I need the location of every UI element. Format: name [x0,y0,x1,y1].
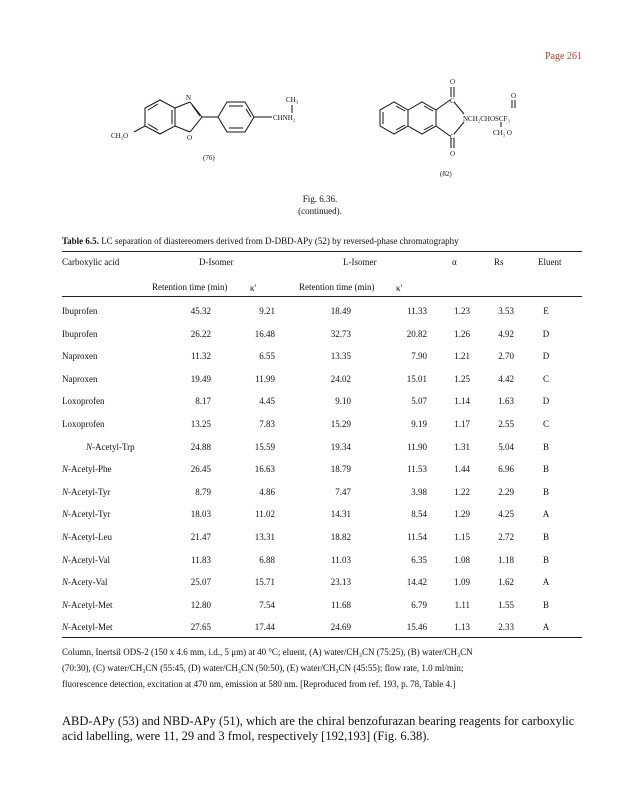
table-cell-l-k: 11.53 [407,464,427,474]
table-cell-eluent: B [542,600,549,610]
table-cell-acid [62,464,112,474]
table-cell-l-k: 6.79 [411,600,427,610]
acid-name: -Acetyl-Phe [68,464,112,474]
col-header-retention-time-l: Retention time (min) [299,282,375,292]
table-cell-l-rt: 24.69 [330,622,351,632]
table-footnote-line-3: fluorescence detection, excitation at 470 nm, emission at 580 nm. [Reproduced from ref. 193, p. 78, Table 4.] [62,679,456,689]
table-cell-eluent: A [542,509,550,519]
acid-name: -Acetyl-Trp [92,442,135,452]
table-cell-d-rt: 27.65 [190,622,211,632]
figure-caption-line-2: (continued). [298,206,342,216]
table-title [62,236,459,246]
table-cell-alpha: 1.31 [454,442,470,452]
table-cell-eluent: E [543,306,549,316]
table-cell-d-rt: 26.22 [190,329,211,339]
table-cell-acid [62,396,105,406]
methyl-oxygen-label: CH₃ O [493,129,512,137]
acid-name: Loxoprofen [62,396,105,406]
table-cell-rs: 2.33 [498,622,514,632]
table-cell-acid [62,532,112,542]
table-cell-rs: 4.25 [498,509,514,519]
col-header-alpha: α [452,257,457,267]
table-cell-rs: 4.92 [498,329,514,339]
acid-prefix: N [86,442,93,452]
table-cell-rs: 4.42 [498,374,514,384]
side-chain-label: NCH₂CHOSCF₃ [463,115,510,123]
table-cell-alpha: 1.26 [454,329,470,339]
acid-prefix: N [62,622,69,632]
table-cell-alpha: 1.13 [454,622,470,632]
table-cell-d-rt: 24.88 [190,442,211,452]
table-cell-d-k: 17.44 [254,622,275,632]
table-footnote [62,644,582,692]
table-cell-d-rt: 21.47 [190,532,211,542]
table-cell-alpha: 1.29 [454,509,470,519]
table-cell-d-rt: 45.32 [190,306,211,316]
table-cell-alpha: 1.22 [454,487,470,497]
table-cell-l-k: 6.35 [411,555,427,565]
table-cell-acid [62,419,105,429]
table-cell-l-k: 20.82 [406,329,427,339]
page-number: Page 261 [545,51,582,62]
table-cell-l-rt: 13.35 [330,351,351,361]
table-cell-acid [62,351,98,361]
acid-name: -Acetyl-Met [68,622,113,632]
acid-name: -Acetyl-Tyr [68,509,111,519]
table-footnote-line-2: (70:30), (C) water/CH₃CN (55:45, (D) water/CH₃CN (50:50), (E) water/CH₃CN (45:55); flow rate, 1.0 ml/min; [62,663,464,673]
table-cell-eluent: B [542,487,549,497]
table-cell-rs: 2.55 [498,419,514,429]
col-header-eluent: Eluent [538,257,562,267]
table-cell-eluent: B [542,464,549,474]
table-cell-acid [62,600,113,610]
acid-prefix: N [62,577,69,587]
acid-name: -Acetyl-Val [68,555,110,565]
table-cell-rs: 1.18 [498,555,514,565]
table-cell-l-k: 11.90 [407,442,427,452]
table-cell-eluent: D [542,396,550,406]
table-cell-d-k: 11.99 [255,374,275,384]
table-cell-l-k: 11.33 [407,306,427,316]
sulfonyl-oxygen-label: O [511,92,517,100]
table-cell-rs: 1.62 [498,577,514,587]
table-cell-d-k: 6.88 [259,555,275,565]
table-cell-d-k: 7.83 [259,419,275,429]
table-cell-d-rt: 26.45 [190,464,211,474]
atom-n-76: N [186,94,192,102]
acid-name: Ibuprofen [62,329,98,339]
table-cell-l-rt: 15.29 [330,419,351,429]
col-header-carboxylic-acid: Carboxylic acid [62,257,120,267]
table-cell-d-rt: 18.03 [190,509,211,519]
acid-prefix: N [62,532,69,542]
table-cell-l-k: 3.98 [411,487,427,497]
table-caption: LC separation of diastereomers derived from D-DBD-APy (52) by reversed-phase chromatography [101,236,459,246]
col-header-kappa-d: κ' [250,283,257,293]
table-cell-d-k: 16.48 [254,329,275,339]
table-cell-eluent: D [542,329,550,339]
table-cell-rs: 1.63 [498,396,514,406]
table-cell-l-k: 15.46 [406,622,427,632]
table-cell-acid [86,442,135,452]
table-cell-l-rt: 24.02 [330,374,351,384]
table-cell-d-k: 13.31 [254,532,275,542]
table-cell-eluent: B [542,442,549,452]
acid-name: Naproxen [62,351,98,361]
acid-prefix: N [62,487,69,497]
table-cell-eluent: B [542,555,549,565]
table-cell-d-k: 6.55 [259,351,275,361]
table-cell-d-rt: 8.17 [195,396,211,406]
table-cell-eluent: B [542,532,549,542]
atom-o-76: O [187,134,193,142]
table-cell-d-rt: 19.49 [190,374,211,384]
table-cell-alpha: 1.15 [454,532,470,542]
table-cell-acid [62,374,98,384]
table-cell-l-k: 8.54 [411,509,427,519]
table-cell-l-k: 5.07 [411,396,427,406]
table-cell-d-k: 4.45 [259,396,275,406]
table-cell-l-rt: 23.13 [330,577,351,587]
table-cell-alpha: 1.11 [454,600,470,610]
chnh2-label: CHNH₂ [273,114,296,122]
oxygen-bottom-label: O [450,150,456,158]
table-cell-alpha: 1.14 [454,396,470,406]
table-cell-l-k: 7.90 [411,351,427,361]
table-cell-acid [62,329,98,339]
table-cell-l-k: 14.42 [406,577,427,587]
table-header-rule [62,296,582,297]
methoxy-label: CH₃O [111,132,129,140]
table-cell-alpha: 1.25 [454,374,470,384]
table-cell-l-rt: 11.68 [331,600,351,610]
table-cell-eluent: A [542,622,550,632]
carbon-top-label: C [450,97,455,105]
col-header-kappa-l: κ' [396,283,403,293]
table-cell-l-rt: 32.73 [330,329,351,339]
table-cell-alpha: 1.23 [454,306,470,316]
table-cell-l-k: 15.01 [406,374,427,384]
figure-caption-line-1: Fig. 6.36. [302,194,338,204]
table-cell-rs: 2.70 [498,351,514,361]
table-cell-l-rt: 18.82 [330,532,351,542]
table-cell-rs: 2.72 [498,532,514,542]
table-cell-l-k: 11.54 [407,532,427,542]
body-paragraph [62,714,592,744]
table-cell-acid [62,622,113,632]
structure-82 [368,70,578,185]
table-cell-d-rt: 25.07 [190,577,211,587]
table-cell-d-rt: 8.79 [195,487,211,497]
acid-name: Ibuprofen [62,306,98,316]
table-cell-acid [62,306,98,316]
acid-prefix: N [62,555,69,565]
table-cell-alpha: 1.21 [454,351,470,361]
table-cell-rs: 5.04 [498,442,514,452]
oxygen-top-label: O [450,78,456,86]
table-cell-eluent: D [542,351,550,361]
acid-name: Naproxen [62,374,98,384]
table-cell-alpha: 1.08 [454,555,470,565]
table-cell-d-rt: 11.83 [191,555,211,565]
table-cell-eluent: C [542,419,549,429]
table-cell-d-k: 9.21 [259,306,275,316]
col-header-d-isomer: D-Isomer [199,257,234,267]
table-top-rule [62,251,582,252]
structure-76 [110,80,350,170]
acid-name: Loxoprofen [62,419,105,429]
acid-name: -Acetyl-Leu [68,532,112,542]
acid-prefix: N [62,464,69,474]
table-cell-rs: 3.53 [498,306,514,316]
acid-name: -Acetyl-Tyr [68,487,111,497]
table-cell-l-rt: 19.34 [330,442,351,452]
acid-name: -Acetyl-Met [68,600,113,610]
carbon-bottom-label: C [450,133,455,141]
table-cell-acid [62,577,108,587]
table-cell-rs: 6.96 [498,464,514,474]
table-cell-acid [62,509,110,519]
table-cell-d-k: 7.54 [259,600,275,610]
col-header-l-isomer: L-Isomer [343,257,377,267]
figure-caption [0,193,640,217]
table-cell-l-rt: 18.79 [330,464,351,474]
table-cell-l-rt: 9.10 [335,396,351,406]
compound-76-label: (76) [203,154,215,162]
table-number: Table 6.5. [62,236,99,246]
table-cell-l-rt: 7.47 [335,487,351,497]
table-cell-d-rt: 11.32 [191,351,211,361]
body-text-line-2: acid labelling, were 11, 29 and 3 fmol, respectively [192,193] (Fig. 6.38). [62,729,430,743]
table-cell-d-k: 15.71 [254,577,275,587]
col-header-rs: Rs [494,257,504,267]
table-cell-eluent: A [542,577,550,587]
compound-82-label: (82) [440,170,452,178]
table-cell-l-rt: 18.49 [330,306,351,316]
acid-prefix: N [62,509,69,519]
acid-name: -Acety-Val [68,577,108,587]
table-cell-alpha: 1.09 [454,577,470,587]
table-cell-d-rt: 12.80 [190,600,211,610]
table-cell-l-k: 9.19 [411,419,427,429]
table-cell-d-k: 15.59 [254,442,275,452]
table-cell-d-k: 16.63 [254,464,275,474]
table-cell-eluent: C [542,374,549,384]
table-cell-rs: 2.29 [498,487,514,497]
table-cell-rs: 1.55 [498,600,514,610]
methyl-label-76: CH₃ [286,96,299,104]
table-cell-alpha: 1.44 [454,464,470,474]
table-footnote-line-1: Column, Inertsil ODS-2 (150 x 4.6 mm, i.d., 5 μm) at 40 °C; eluent, (A) water/CH₃CN (75:25), (B) water/CH₃CN [62,647,473,657]
table-cell-l-rt: 11.03 [331,555,351,565]
table-bottom-rule [62,637,582,638]
table-cell-acid [62,487,110,497]
table-cell-d-rt: 13.25 [190,419,211,429]
table-cell-acid [62,555,110,565]
table-cell-l-rt: 14.31 [330,509,351,519]
table-cell-d-k: 4.86 [259,487,275,497]
table-cell-d-k: 11.02 [255,509,275,519]
body-text-line-1: ABD-APy (53) and NBD-APy (51), which are the chiral benzofurazan bearing reagents for carboxylic [62,714,575,728]
acid-prefix: N [62,600,69,610]
table-cell-alpha: 1.17 [454,419,470,429]
col-header-retention-time-d: Retention time (min) [152,282,228,292]
